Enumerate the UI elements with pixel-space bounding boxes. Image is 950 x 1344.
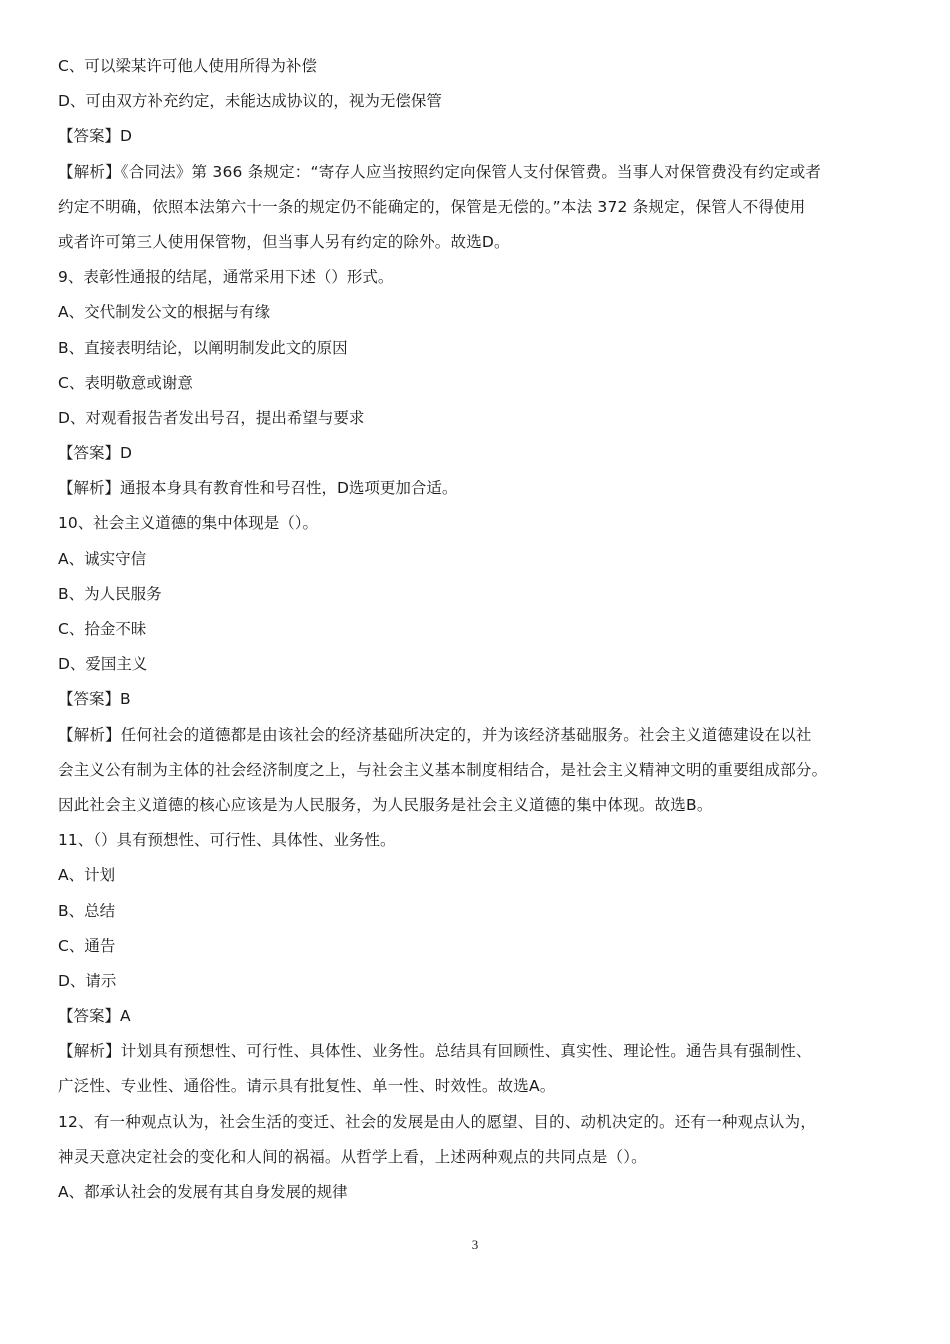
explanation-line: 广泛性、专业性、通俗性。请示具有批复性、单一性、时效性。故选A。 (58, 1077, 556, 1096)
answer-line: 【答案】B (58, 690, 131, 709)
option-line: C、通告 (58, 936, 116, 955)
question-line: 神灵天意决定社会的变化和人间的祸福。从哲学上看，上述两种观点的共同点是（）。 (58, 1147, 647, 1166)
explanation-line: 【解析】任何社会的道德都是由该社会的经济基础所决定的，并为该经济基础服务。社会主义道德建设在以社 (58, 725, 812, 744)
answer-line: 【答案】D (58, 127, 132, 146)
option-line: C、拾金不昧 (58, 620, 147, 638)
option-line: A、诚实守信 (58, 549, 147, 568)
document-body (58, 49, 896, 1210)
explanation-line: 【解析】通报本身具有教育性和号召性，D选项更加合适。 (58, 479, 458, 498)
explanation-line: 会主义公有制为主体的社会经济制度之上，与社会主义基本制度相结合，是社会主义精神文明的重要组成部分。 (58, 760, 828, 779)
question-line: 10、社会主义道德的集中体现是（）。 (58, 514, 318, 533)
option-line: B、为人民服务 (58, 584, 162, 603)
option-line: D、爱国主义 (58, 655, 148, 674)
option-line: C、可以梁某许可他人使用所得为补偿 (58, 57, 317, 75)
option-line: B、直接表明结论，以阐明制发此文的原因 (58, 338, 348, 357)
answer-line: 【答案】D (58, 444, 132, 463)
explanation-line: 或者许可第三人使用保管物，但当事人另有约定的除外。故选D。 (58, 232, 510, 251)
option-line: D、请示 (58, 971, 117, 990)
answer-line: 【答案】A (58, 1007, 131, 1026)
option-line: D、对观看报告者发出号召，提出希望与要求 (58, 408, 365, 427)
explanation-line: 约定不明确，依照本法第六十一条的规定仍不能确定的，保管是无偿的。”本法 372 条规定，保管人不得使用 (58, 197, 806, 216)
page-number: 3 (471, 1237, 479, 1252)
option-line: D、可由双方补充约定，未能达成协议的，视为无偿保管 (58, 92, 442, 111)
question-paragraph (58, 1105, 896, 1175)
option-line: C、表明敬意或谢意 (58, 373, 193, 392)
explanation-paragraph (58, 718, 896, 824)
option-line: A、计划 (58, 866, 116, 885)
option-line: B、总结 (58, 901, 116, 920)
explanation-line: 【解析】《合同法》第 366 条规定：“寄存人应当按照约定向保管人支付保管费。当事人对保管费没有约定或者 (58, 162, 822, 181)
question-line: 9、表彰性通报的结尾，通常采用下述（）形式。 (58, 268, 394, 287)
option-line: A、交代制发公文的根据与有缘 (58, 303, 271, 322)
explanation-line: 因此社会主义道德的核心应该是为人民服务，为人民服务是社会主义道德的集中体现。故选B。 (58, 795, 713, 814)
question-line: 11、（）具有预想性、可行性、具体性、业务性。 (58, 831, 396, 850)
explanation-line: 【解析】计划具有预想性、可行性、具体性、业务性。总结具有回顾性、真实性、理论性。通告具有强制性、 (58, 1042, 812, 1061)
option-line: A、都承认社会的发展有其自身发展的规律 (58, 1183, 348, 1201)
question-line: 12、有一种观点认为，社会生活的变迁、社会的发展是由人的愿望、目的、动机决定的。还有一种观点认为， (58, 1112, 817, 1131)
explanation-paragraph (58, 1034, 896, 1104)
explanation-paragraph (58, 155, 896, 261)
